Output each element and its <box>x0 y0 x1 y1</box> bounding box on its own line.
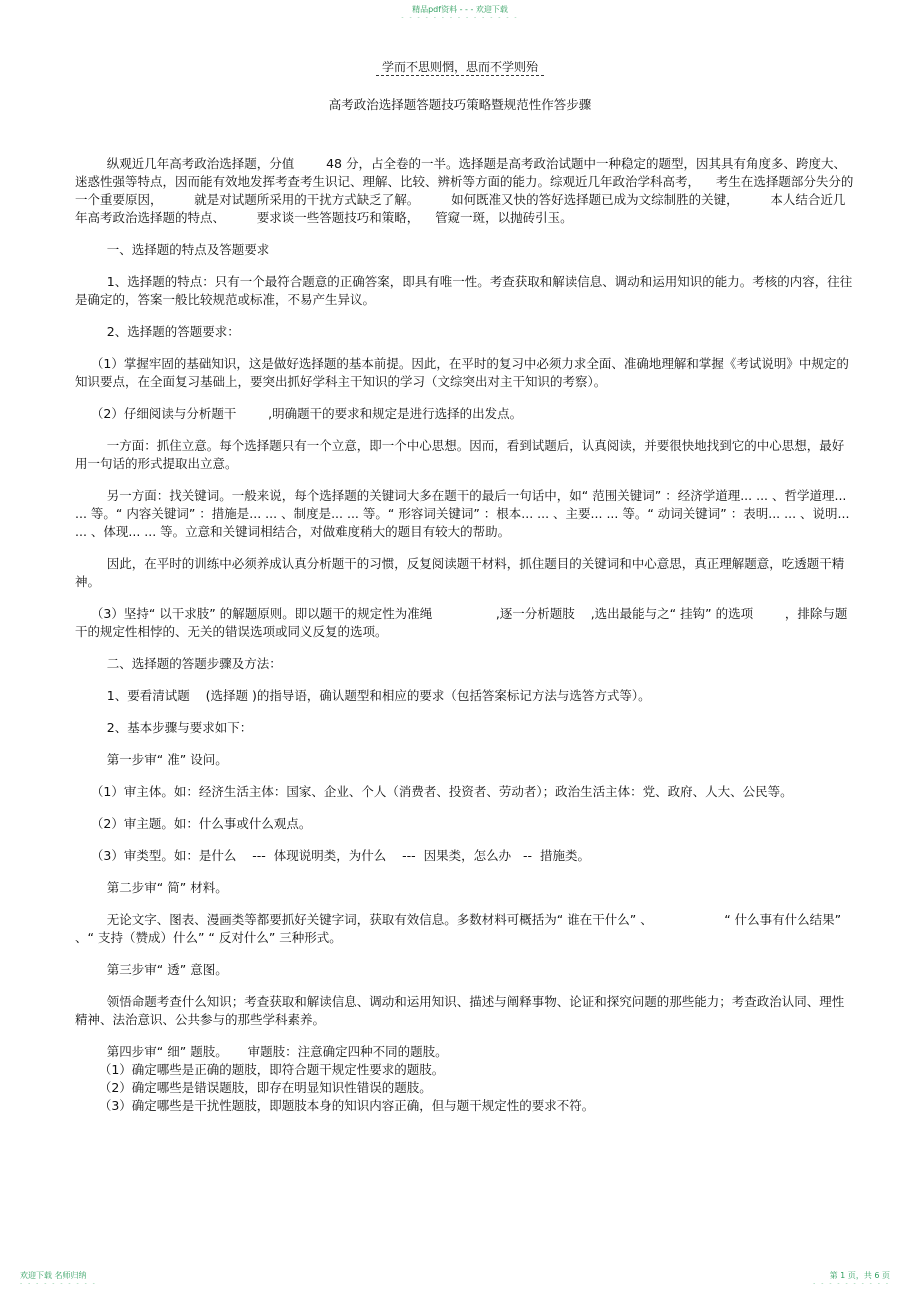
paragraph: 领悟命题考查什么知识；考查获取和解读信息、调动和运用知识、描述与阐释事物、论证和探究问题的那些能力；考查政治认同、理性精神、法治意识、公共参与的那些学科素养。 <box>75 994 845 1027</box>
footer-left: 欢迎下载 名师归纳 <box>20 1271 87 1280</box>
paragraph: 第二步审“ 简” 材料。 <box>75 880 228 895</box>
motto <box>0 58 920 75</box>
top-banner: 精品pdf资料 - - - 欢迎下载 <box>412 5 508 14</box>
final-line: （3）确定哪些是干扰性题肢，即题肢本身的知识内容正确，但与题干规定性的要求不符。 <box>75 1098 595 1113</box>
paragraph: 第三步审“ 透” 意图。 <box>75 962 228 977</box>
paragraph: 第一步审“ 准” 设问。 <box>75 752 228 767</box>
paragraph: 无论文字、图表、漫画类等都要抓好关键字词，获取有效信息。多数材料可概括为“ 谁在干什么” 、 “ 什么事有什么结果” 、“ 支持（赞成）什么” “ 反对什么” 三种形式。 <box>75 912 846 945</box>
document-body <box>75 155 855 1115</box>
top-dots: - - - - - - - - - - - - - - - <box>401 14 519 21</box>
paragraph: （3）坚持“ 以干求肢” 的解题原则。即以题干的规定性为准绳 ,逐一分析题肢 ,选出最能与之“ 挂钩” 的选项 ，排除与题干的规定性相悖的、无关的错误选项或同义反复的选项。 <box>75 606 848 639</box>
footer-page-number: 第 1 页，共 6 页 <box>829 1271 890 1280</box>
paragraph: （1）掌握牢固的基础知识，这是做好选择题的基本前提。因此，在平时的复习中必须力求全面、准确地理解和掌握《考试说明》中规定的知识要点，在全面复习基础上，要突出抓好学科主干知识的学习（文综突出对主干知识的考察）。 <box>75 356 849 389</box>
paragraph: 1、选择题的特点：只有一个最符合题意的正确答案，即具有唯一性。考查获取和解读信息、调动和运用知识的能力。考核的内容，往往是确定的，答案一般比较规范或标准，不易产生异议。 <box>75 274 853 307</box>
final-line: （1）确定哪些是正确的题肢，即符合题干规定性要求的题肢。 <box>75 1062 445 1077</box>
paragraph: （3）审类型。如：是什么 --- 体现说明类，为什么 --- 因果类，怎么办 -- 措施类。 <box>75 848 590 863</box>
paragraph: 因此，在平时的训练中必须养成认真分析题干的习惯，反复阅读题干材料，抓住题目的关键词和中心意思，真正理解题意，吃透题干精神。 <box>75 556 845 589</box>
paragraph: 另一方面：找关键词。一般来说，每个选择题的关键词大多在题干的最后一句话中，如“ 范围关键词” ：经济学道理... ... 、哲学道理... ... 等。“ 内容关键词” ：措施是... ... 、制度是... ... 等。“ 形容词关键词” ：根本... ... 、主要... ... 等。“ 动词关键词” ：表明... ... 、说明... ... 、体现... ... 等。立意和关键词相结合，对做难度稍大的题目有较大的帮助。 <box>75 488 854 539</box>
paragraph: （2）审主题。如：什么事或什么观点。 <box>75 816 312 831</box>
motto-text: 学而不思则惘，思而不学则殆 <box>376 60 544 76</box>
paragraph: 一方面：抓住立意。每个选择题只有一个立意，即一个中心思想。因而，看到试题后，认真阅读，并要很快地找到它的中心思想，最好用一句话的形式提取出立意。 <box>75 438 845 471</box>
paragraph: 纵观近几年高考政治选择题，分值 48 分，占全卷的一半。选择题是高考政治试题中一种稳定的题型，因其具有角度多、跨度大、迷惑性强等特点，因而能有效地发挥考查考生识记、理解、比较、辨析等方面的能力。综观近几年政治学科高考， 考生在选择题部分失分的一个重要原因， 就是对试题所采用的干扰方式缺乏了解。 如何既准又快的答好选择题已成为文综制胜的关键， 本人结合近几年高考政治选择题的特点、 要求谈一些答题技巧和策略， 管窥一斑，以抛砖引玉。 <box>75 156 854 225</box>
final-line: （2）确定哪些是错误题肢，即存在明显知识性错误的题肢。 <box>75 1080 432 1095</box>
final-line: 第四步审“ 细” 题肢。 审题肢：注意确定四种不同的题肢。 <box>75 1044 448 1059</box>
section-heading: 一、选择题的特点及答题要求 <box>75 242 270 257</box>
footer-dots-right: - - - - - - - - - - <box>813 1280 890 1287</box>
section-heading: 二、选择题的答题步骤及方法： <box>75 656 282 671</box>
paragraph: 2、基本步骤与要求如下： <box>75 720 253 735</box>
footer-dots-left: - - - - - - - - - - <box>20 1280 97 1287</box>
paragraph: （2）仔细阅读与分析题干 ,明确题干的要求和规定是进行选择的出发点。 <box>75 406 523 421</box>
document-title: 高考政治选择题答题技巧策略暨规范性作答步骤 <box>328 97 592 112</box>
paragraph: 2、选择题的答题要求： <box>75 324 240 339</box>
paragraph: （1）审主体。如：经济生活主体：国家、企业、个人（消费者、投资者、劳动者）；政治生活主体：党、政府、人大、公民等。 <box>75 784 793 799</box>
paragraph: 1、要看清试题 (选择题 )的指导语，确认题型和相应的要求（包括答案标记方法与选答方式等）。 <box>75 688 651 703</box>
